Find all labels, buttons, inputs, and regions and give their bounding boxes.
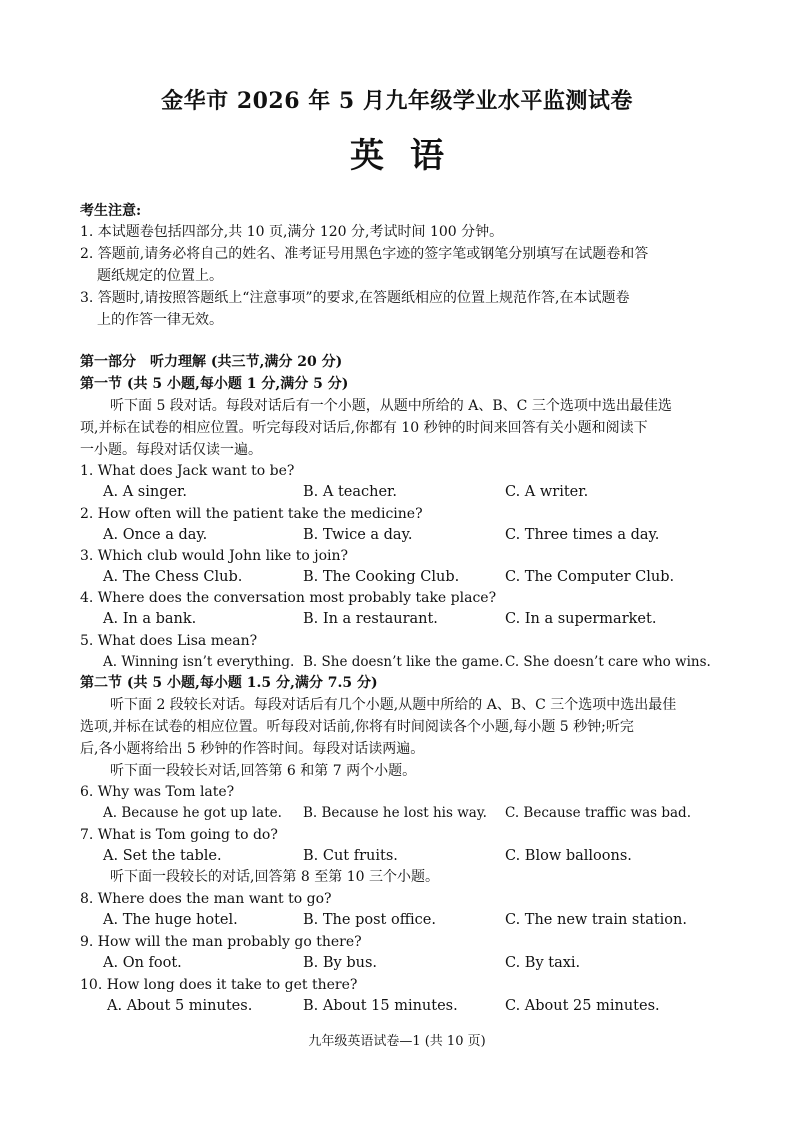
q7-option-c: C. Blow balloons.	[505, 848, 632, 864]
question-7: 7. What is Tom going to do?	[80, 827, 278, 843]
q3-option-c: C. The Computer Club.	[505, 569, 675, 585]
q8-option-a: A. The huge hotel.	[103, 912, 238, 928]
q9-option-a: A. On foot.	[103, 955, 182, 971]
q8-option-c: C. The new train station.	[505, 912, 687, 928]
section-2-instructions: 听下面 2 段较长对话。每段对话后有几个小题,从题中所给的 A、B、C 三个选项中选出最佳	[110, 697, 677, 713]
q10-option-c: C. About 25 minutes.	[505, 998, 660, 1014]
q3-option-a: A. The Chess Club.	[103, 569, 243, 585]
q9-option-c: C. By taxi.	[505, 955, 581, 971]
dialog-2-intro: 听下面一段较长的对话,回答第 8 至第 10 三个小题。	[110, 869, 439, 885]
question-9: 9. How will the man probably go there?	[80, 934, 362, 950]
section-2-instructions-2: 选项,并标在试卷的相应位置。听每段对话前,你将有时间阅读各个小题,每小题 5 秒钟;听完	[80, 719, 634, 735]
section-1-instructions-3: 一小题。每段对话仅读一遍。	[80, 442, 262, 458]
dialog-1-intro: 听下面一段较长对话,回答第 6 和第 7 两个小题。	[110, 763, 417, 779]
q5-option-c: C. She doesn’t care who wins.	[505, 654, 711, 670]
q10-option-b: B. About 15 minutes.	[303, 998, 458, 1014]
question-2: 2. How often will the patient take the medicine?	[80, 506, 423, 522]
q9-option-b: B. By bus.	[303, 955, 378, 971]
notice-heading: 考生注意:	[80, 203, 142, 219]
q4-option-a: A. In a bank.	[103, 611, 197, 627]
notice-item-3: 3. 答题时,请按照答题纸上“注意事项”的要求,在答题纸相应的位置上规范作答,在本试题卷	[80, 290, 630, 306]
q6-option-a: A. Because he got up late.	[103, 805, 282, 821]
q4-option-c: C. In a supermarket.	[505, 611, 657, 627]
q7-option-b: B. Cut fruits.	[303, 848, 398, 864]
q2-option-b: B. Twice a day.	[303, 527, 413, 543]
q4-option-b: B. In a restaurant.	[303, 611, 438, 627]
section-1-heading: 第一节 (共 5 小题,每小题 1 分,满分 5 分)	[80, 376, 349, 392]
q1-option-b: B. A teacher.	[303, 484, 397, 500]
question-5: 5. What does Lisa mean?	[80, 633, 258, 649]
exam-title: 金华市 2026 年 5 月九年级学业水平监测试卷	[161, 88, 633, 114]
section-2-heading: 第二节 (共 5 小题,每小题 1.5 分,满分 7.5 分)	[80, 675, 378, 691]
q8-option-b: B. The post office.	[303, 912, 436, 928]
notice-item-2-cont: 题纸规定的位置上。	[97, 268, 223, 284]
q1-option-c: C. A writer.	[505, 484, 589, 500]
notice-item-3-cont: 上的作答一律无效。	[97, 312, 223, 328]
section-1-instructions: 听下面 5 段对话。每段对话后有一个小题，从题中所给的 A、B、C 三个选项中选出最佳选	[110, 398, 672, 414]
q5-option-b: B. She doesn’t like the game.	[303, 654, 504, 670]
question-4: 4. Where does the conversation most probably take place?	[80, 590, 497, 606]
q6-option-b: B. Because he lost his way.	[303, 805, 487, 821]
q10-option-a: A. About 5 minutes.	[107, 998, 253, 1014]
q2-option-c: C. Three times a day.	[505, 527, 660, 543]
part-heading: 第一部分 听力理解 (共三节,满分 20 分)	[80, 354, 343, 370]
question-6: 6. Why was Tom late?	[80, 784, 235, 800]
q6-option-c: C. Because traffic was bad.	[505, 805, 691, 821]
section-2-instructions-3: 后,各小题将给出 5 秒钟的作答时间。每段对话读两遍。	[80, 741, 425, 757]
question-8: 8. Where does the man want to go?	[80, 891, 332, 907]
question-10: 10. How long does it take to get there?	[80, 977, 358, 993]
page-footer: 九年级英语试卷—1 (共 10 页)	[308, 1034, 486, 1049]
section-1-instructions-2: 项,并标在试卷的相应位置。听完每段对话后,你都有 10 秒钟的时间来回答有关小题和阅读下	[80, 420, 648, 436]
question-1: 1. What does Jack want to be?	[80, 463, 295, 479]
q5-option-a: A. Winning isn’t everything.	[103, 654, 295, 670]
question-3: 3. Which club would John like to join?	[80, 548, 349, 564]
q2-option-a: A. Once a day.	[103, 527, 208, 543]
notice-item-1: 1. 本试题卷包括四部分,共 10 页,满分 120 分,考试时间 100 分钟。	[80, 224, 504, 240]
subject-title: 英语	[350, 136, 470, 176]
q3-option-b: B. The Cooking Club.	[303, 569, 460, 585]
q1-option-a: A. A singer.	[103, 484, 187, 500]
notice-item-2: 2. 答题前,请务必将自己的姓名、准考证号用黑色字迹的签字笔或钢笔分别填写在试题卷和答	[80, 246, 649, 262]
q7-option-a: A. Set the table.	[103, 848, 222, 864]
